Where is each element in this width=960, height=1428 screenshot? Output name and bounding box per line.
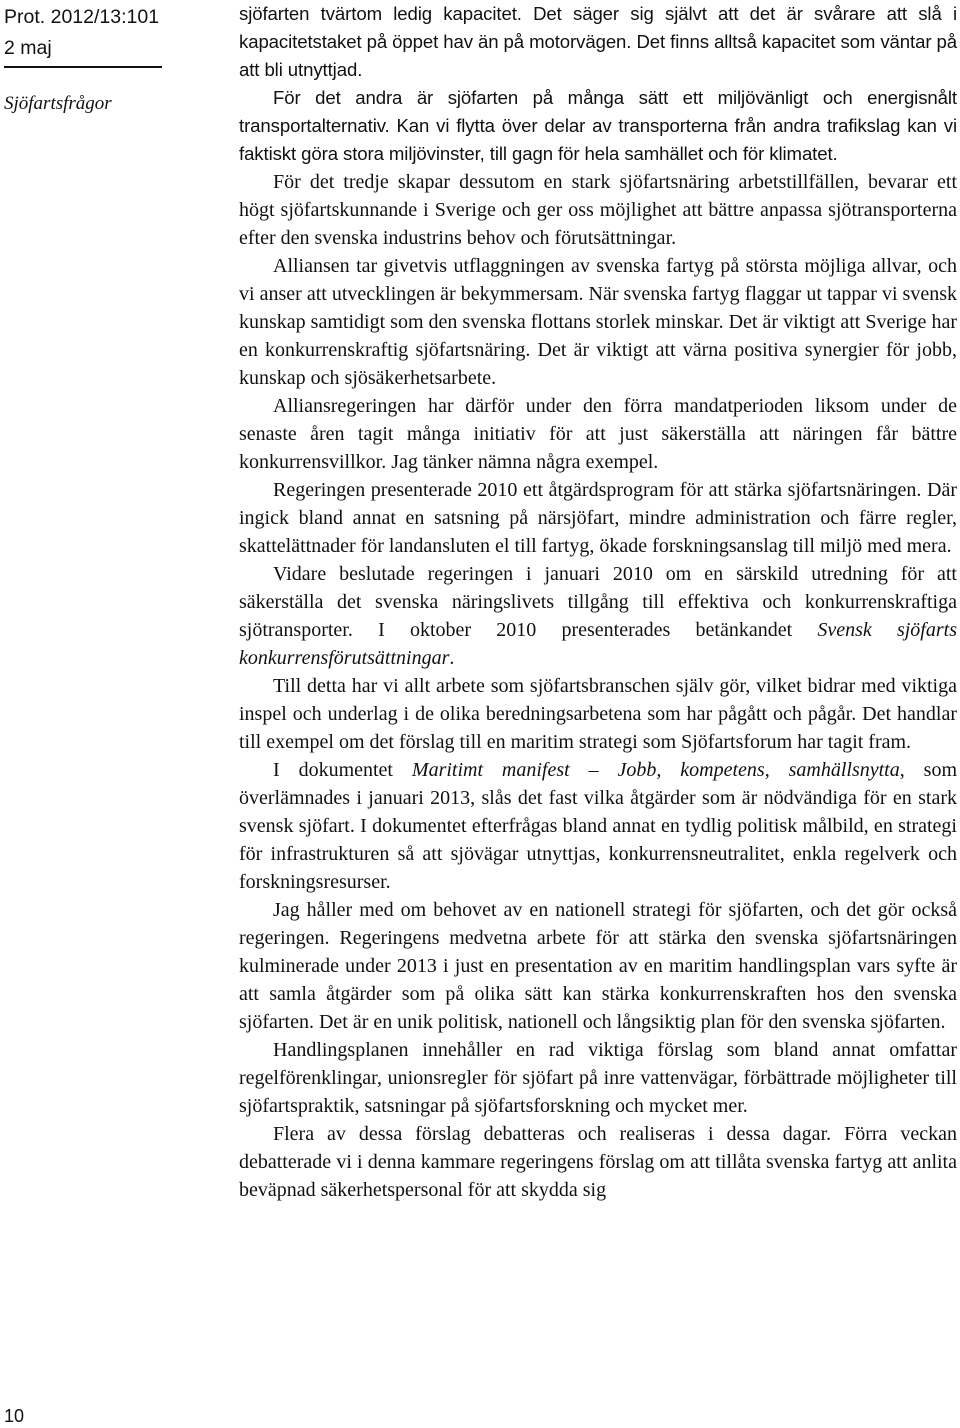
paragraph-text: För det andra är sjöfarten på många sätt ett miljövänligt och energisnålt transportalternativ. Kan vi flytta över delar av transporterna från andra trafikslag kan vi faktiskt göra stora miljövinster, till gagn för hela samhället och för klimatet. [239,87,957,164]
paragraph [239,0,957,84]
paragraph: Flera av dessa förslag debatteras och realiseras i dessa dagar. Förra veckan debatterade vi i denna kammare regeringens förslag om att tillåta svenska fartyg att anlita beväpnad säkerhetspersonal för att skydda sig [239,1123,957,1201]
paragraph: Handlingsplanen innehåller en rad viktiga förslag som bland annat omfattar regelförenklingar, unionsregler för sjöfart på inre vattenvägar, förbättrade möjligheter till sjöfartspraktik, satsningar på sjöfartsforskning och mycket mer. [239,1039,957,1117]
header-rule [4,66,162,68]
paragraph-text: . [449,647,455,669]
paragraph [239,168,957,252]
paragraph-text: I dokumentet [273,759,412,781]
paragraph-text: Vidare beslutade regeringen i januari 2010 om en särskild utredning för att säkerställa det svenska näringslivets tillgång till effektiva och konkurrenskraftiga sjötransporter. I oktober 2010 presenterades betänkandet [239,563,957,641]
margin-column [0,0,200,1428]
report-title: Svensk sjöfarts konkurrensförutsättningar [239,619,957,669]
document-title: Maritimt manifest – Jobb, kompetens, samhällsnytta [411,759,900,781]
paragraph-text: , som överlämnades i januari 2013, slås det fast vilka åtgärder som är nödvändiga för en stark svensk sjöfart. I dokumentet efterfrågas bland annat en tydlig politisk målbild, en strategi för infrastrukturen så att sjövägar utnyttjas, konkurrensneutralitet, enkla regelverk och forskningsresurser. [239,759,957,893]
body-text [239,0,957,1204]
paragraph: Jag håller med om behovet av en nationell strategi för sjöfarten, och det gör också regeringen. Regeringens medvetna arbete för att stärka den svenska sjöfartsnäringen kulminerade under 2013 i just en presentation av en maritim handlingsplan vars syfte är att samla åtgärder som på olika sätt kan stärka konkurrenskraften hos den svenska sjöfarten. Det är en unik politisk, nationell och långsiktig plan för den svenska sjöfarten. [239,899,957,1033]
session-date: 2 maj [4,37,52,59]
paragraph: Till detta har vi allt arbete som sjöfartsbranschen själv gör, vilket bidrar med viktiga inspel och underlag i de olika beredningsarbetena som har pågått och pågår. Det handlar till exempel om det förslag till en maritim strategi som Sjöfartsforum har tagit fram. [239,675,957,753]
paragraph: Regeringen presenterade 2010 ett åtgärdsprogram för att stärka sjöfartsnäringen. Där ingick bland annat en satsning på närsjöfart, mindre administration och färre regler, skattelättnader för landansluten el till fartyg, ökade forskningsanslag till miljö med mera. [239,479,957,557]
section-title: Sjöfartsfrågor [4,93,112,114]
protocol-number: Prot. 2012/13:101 [4,6,160,28]
paragraph-text: För det tredje skapar dessutom en stark sjöfartsnäring arbetstillfällen, bevarar ett högt sjöfartskunnande i Sverige och ger oss möjlighet att bättre anpassa sjötransporterna efter den svenska industrins behov och förutsättningar. [239,171,957,249]
paragraph-text: sjöfarten tvärtom ledig kapacitet. Det säger sig självt att det är svårare att slå i kapacitetstaket på öppet hav än på motorvägen. Det finns alltså kapacitet som väntar på att bli utnyttjad. [239,3,957,80]
paragraph [239,84,957,168]
paragraph [239,756,957,896]
paragraph [239,560,957,672]
page-number: 10 [4,1406,25,1426]
paragraph: Alliansen tar givetvis utflaggningen av svenska fartyg på största möjliga allvar, och vi anser att utvecklingen är bekymmersam. När svenska fartyg flaggar ut tappar vi svensk kunskap samtidigt som den svenska flottans storlek minskar. Det är viktigt att Sverige har en konkurrenskraftig sjöfartsnäring. Det är viktigt att värna positiva synergier för jobb, kunskap och sjösäkerhetsarbete. [239,255,957,389]
paragraph: Alliansregeringen har därför under den förra mandatperioden liksom under de senaste åren tagit många initiativ för att just säkerställa att näringen får bättre konkurrensvillkor. Jag tänker nämna några exempel. [239,395,957,473]
